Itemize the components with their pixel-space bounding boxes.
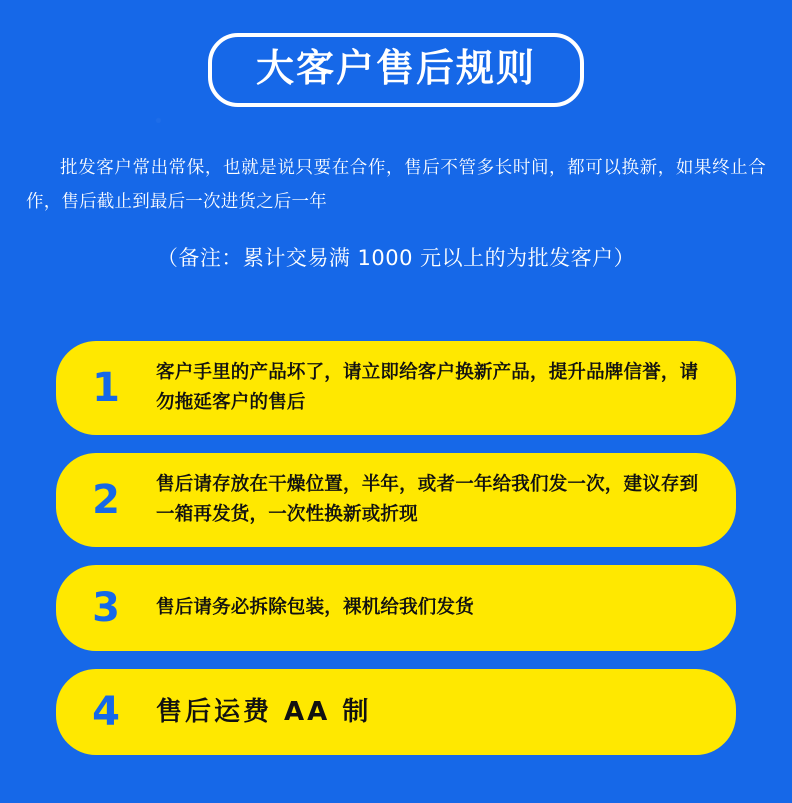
title-pill [208,33,584,107]
intro-note: （备注：累计交易满 1000 元以上的为批发客户） [156,246,636,270]
rule-number-2: 2 [92,477,120,523]
rule-number-4: 4 [92,689,120,735]
rule-text-4: 售后运费 AA 制 [156,697,372,727]
rule-item-4 [56,669,736,755]
intro-paragraph: 批发客户常出常保，也就是说只要在合作，售后不管多长时间，都可以换新，如果终止合作，售后截止到最后一次进货之后一年 [26,158,766,212]
rule-item-3 [56,565,736,651]
rule-text-1: 客户手里的产品坏了，请立即给客户换新产品，提升品牌信誉，请勿拖延客户的售后 [156,362,699,413]
rule-number-3: 3 [92,585,120,631]
rules-list [0,341,792,755]
rule-text-3: 售后请务必拆除包装，裸机给我们发货 [156,597,474,618]
rule-item-1 [56,341,736,435]
rule-text-2: 售后请存放在干燥位置，半年，或者一年给我们发一次，建议存到一箱再发货，一次性换新或折现 [156,474,699,525]
page-title: 大客户售后规则 [255,46,536,90]
rule-number-1: 1 [92,365,120,411]
title-section [0,0,792,107]
rule-item-2 [56,453,736,547]
